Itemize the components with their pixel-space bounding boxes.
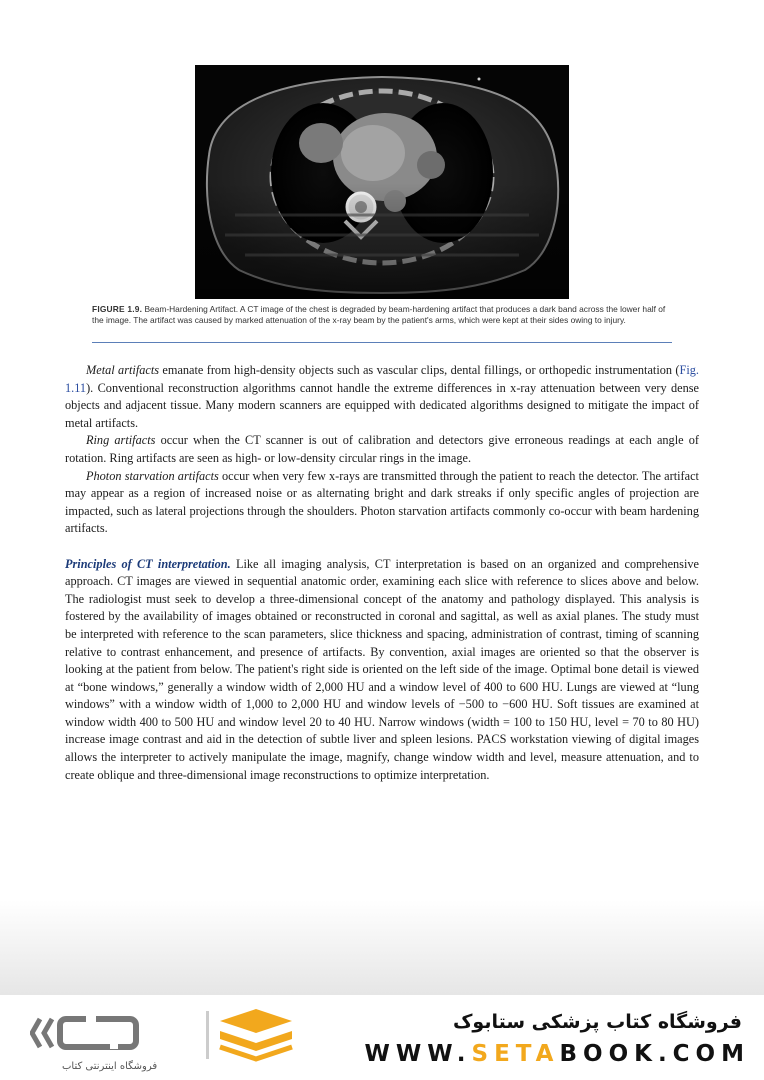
photon-text: occur when very few x-rays are transmitted through the patient to reach the detector. The artifact may appear as a region of increased noise or as alternating bright and dark streaks if only specific angles of projection are impacted, such as lateral projections through the shoulders. Photon starvation artifacts commonly co-occur with beam hardening artifacts. xyxy=(65,468,699,536)
ct-scan-graphic xyxy=(195,65,569,299)
principles-text: Like all imaging analysis, CT interpretation is based on an organized and comprehensive approach. CT images are viewed in sequential anatomic order, examining each slice with reference to slices above and below. The radiologist must seek to develop a three-dimensional concept of the anatomy and pathology displayed. This analysis is fostered by the availability of images obtained or reconstructed in coronal and sagittal, as well as axial planes. The study must be interpreted with reference to the scan parameters, slice thickness and spacing, administration of contrast, timing of scanning relative to contrast enhancement, and presence of artifacts. By convention, axial images are oriented so that the observer is looking at the patient from below. The patient's right side is oriented on the left side of the image. Optimal bone detail is viewed at “bone windows,” generally a window width of 2,000 HU and a window level of 400 to 600 HU. Lungs are viewed at “lung windows” with a window width of 1,000 to 2,000 HU and window levels of −500 to −600 HU. Soft tissues are examined at window width 400 to 500 HU and window level 20 to 40 HU. Narrow windows (width = 100 to 150 HU, level = 70 to 80 HU) increase image contrast and aid in the detection of subtle liver and spleen lesions. PACS workstation viewing of digital images allows the interpreter to actively manipulate the image, magnify, change window width and level, measure attenuation, and to create oblique and three-dimensional image reconstructions to optimize interpretation. xyxy=(65,556,699,782)
caption-divider xyxy=(92,342,672,343)
ring-text: occur when the CT scanner is out of calibration and detectors give erroneous readings at each angle of rotation. Ring artifacts are seen as high- or low-density circular rings in the image. xyxy=(65,433,699,465)
metal-text-b: ). Conventional reconstruction algorithms cannot handle the extreme differences in x-ray attenuation between very dense objects and adjacent tissue. Many modern scanners are equipped with dedicated algorithms designed to mitigate the impact of metal artifacts. xyxy=(65,380,699,430)
ct-chest-image xyxy=(195,65,569,299)
metal-text-a: emanate from high-density objects such as vascular clips, dental fillings, or orthopedic instrumentation ( xyxy=(159,363,680,377)
logo-tagline: فروشگاه اینترنتی کتاب xyxy=(62,1061,158,1072)
figure-reference-link[interactable]: Fig. 1.11 xyxy=(65,363,699,395)
figure-caption-text: Beam-Hardening Artifact. A CT image of the chest is degraded by beam-hardening artifact that produces a dark band across the lower half of the image. The artifact was caused by marked attenuation of the x-ray beam by the patient's arms, which were kept at their sides owing to injury. xyxy=(92,304,666,325)
store-name: فروشگاه کتاب پزشکی ستابوک xyxy=(452,1011,742,1033)
term-photon-starvation: Photon starvation artifacts xyxy=(86,468,219,483)
url-suffix: BOOK.COM xyxy=(559,1041,750,1067)
setabook-logo xyxy=(30,1005,300,1068)
term-ring-artifacts: Ring artifacts xyxy=(86,433,156,448)
term-metal-artifacts: Metal artifacts xyxy=(86,363,160,377)
figure-caption xyxy=(92,304,672,325)
footer-banner xyxy=(0,995,764,1080)
paragraph-metal-artifacts xyxy=(65,362,699,432)
body-text xyxy=(65,362,699,784)
footer-shadow xyxy=(0,900,764,995)
paragraph-ring-artifacts xyxy=(65,432,699,467)
paragraph-principles xyxy=(65,556,699,785)
section-heading-principles: Principles of CT interpretation. xyxy=(65,556,231,571)
paragraph-photon-starvation xyxy=(65,468,699,538)
url-accent: SETA xyxy=(471,1041,560,1067)
url-prefix: WWW. xyxy=(364,1041,472,1067)
figure-label: FIGURE 1.9. xyxy=(92,304,143,314)
store-url[interactable] xyxy=(365,1041,750,1067)
logo-graphic xyxy=(30,1005,300,1063)
